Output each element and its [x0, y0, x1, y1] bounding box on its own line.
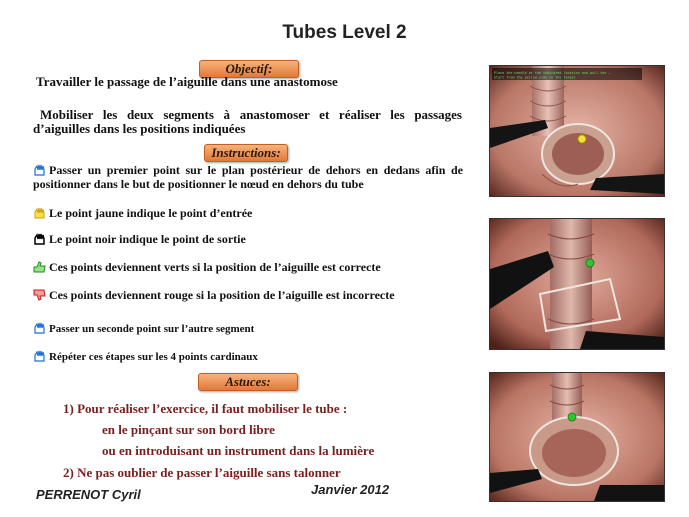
thumbs-up-green-icon [33, 261, 46, 273]
sim-overlay-text: Place the needle at the indicated location and pull the … [494, 71, 611, 75]
instructions-banner: Instructions: [204, 144, 288, 162]
instruction-item-1-cont: positionner dans le but de positionner le nœud en dehors du tube [33, 177, 364, 191]
instruction-item-4 [33, 260, 381, 274]
instruction-text: Ces points deviennent rouge si la position de l’aiguille est incorrecte [49, 288, 395, 302]
instruction-item-3 [33, 232, 246, 246]
sim-view-1 [489, 65, 665, 197]
sim-view-3 [489, 372, 665, 502]
hand-blue-icon [33, 350, 46, 362]
author-name: PERRENOT Cyril [36, 487, 141, 502]
instruction-text: Répéter ces étapes sur les 4 points cardinaux [49, 351, 258, 363]
instruction-item-1 [33, 163, 463, 177]
astuce-line-3: ou en introduisant un instrument dans la lumière [102, 443, 375, 458]
astuce-line-2: en le pinçant sur son bord libre [102, 422, 275, 437]
objectif-line-1: Travailler le passage de l’aiguille dans une anastomose [36, 74, 338, 89]
thumbs-down-red-icon [33, 289, 46, 301]
instruction-text: Passer un premier point sur le plan postérieur de dehors en dedans afin de [49, 163, 463, 177]
page-title: Tubes Level 2 [282, 22, 407, 43]
hand-blue-icon [33, 164, 46, 176]
sim-view-2 [489, 218, 665, 350]
instruction-text: Passer un seconde point sur l’autre segment [49, 323, 255, 335]
hand-black-icon [33, 233, 46, 245]
astuce-line-4: 2) Ne pas oublier de passer l’aiguille sans talonner [63, 465, 341, 480]
astuce-line-1: 1) Pour réaliser l’exercice, il faut mobiliser le tube : [63, 401, 348, 416]
instruction-item-5 [33, 288, 395, 302]
instruction-text: Le point jaune indique le point d’entrée [49, 206, 253, 220]
instruction-text: Ces points deviennent verts si la position de l’aiguille est correcte [49, 260, 381, 274]
hand-yellow-icon [33, 207, 46, 219]
svg-text:Start from the yellow side to: Start from the yellow side to the target [494, 75, 576, 80]
astuces-banner: Astuces: [198, 373, 298, 391]
instruction-text: Le point noir indique le point de sortie [49, 232, 246, 246]
date-label: Janvier 2012 [311, 482, 390, 497]
instruction-item-2 [33, 206, 252, 220]
instruction-item-6 [33, 322, 254, 336]
objectif-banner: Objectif: [199, 60, 299, 78]
objectif-line-2b: d’aiguilles dans les positions indiquées [33, 121, 246, 136]
instruction-item-7 [33, 350, 258, 364]
objectif-line-2a: Mobiliser les deux segments à anastomoser et réaliser les passages [40, 107, 462, 122]
hand-blue-icon [33, 322, 46, 334]
